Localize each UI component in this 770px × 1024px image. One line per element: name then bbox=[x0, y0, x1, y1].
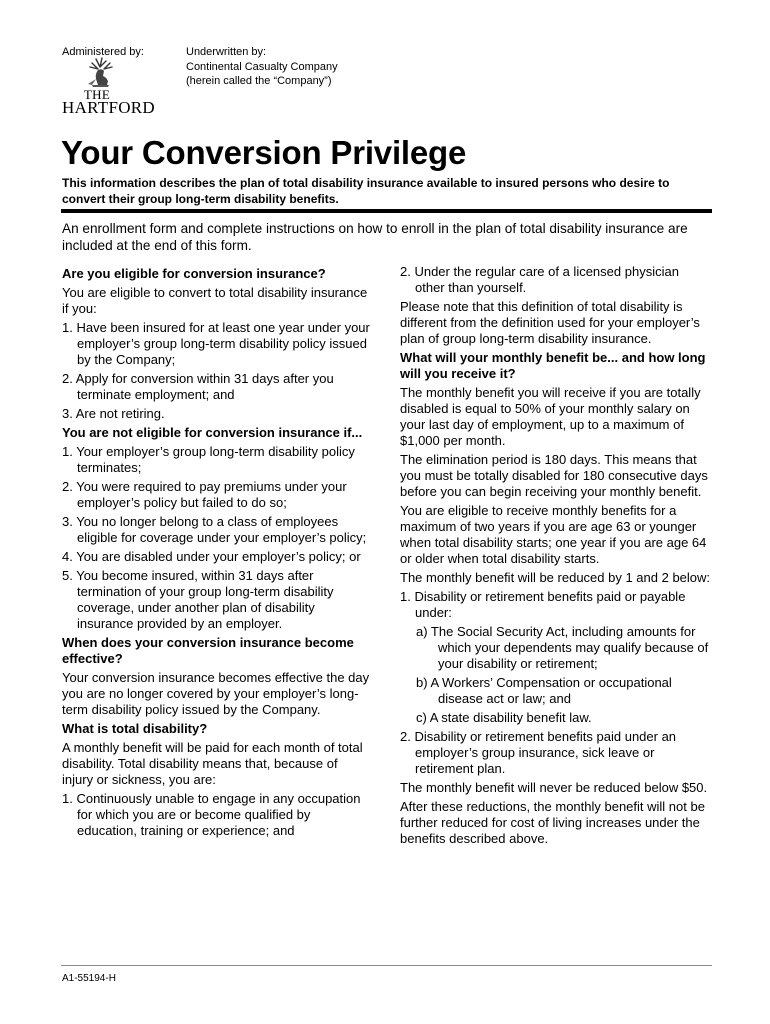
minimum-benefit-paragraph: The monthly benefit will never be reduced below $50. bbox=[400, 780, 708, 795]
disability-item: 1. Continuously unable to engage in any occupation for which you are or become qualified by education, training or experience; and bbox=[62, 791, 361, 838]
not-eligible-item: 4. You are disabled under your employer’s policy; or bbox=[62, 549, 361, 564]
disability-item: 2. Under the regular care of a licensed physician other than yourself. bbox=[400, 264, 679, 295]
not-eligible-item: 5. You become insured, within 31 days after termination of your group long-term disability coverage, under another plan of disability insurance provided by an employer. bbox=[62, 568, 334, 631]
reduction-subitem: c) A state disability benefit law. bbox=[416, 710, 592, 725]
definition-note: Please note that this definition of total disability is different from the definition used for your employer’s plan of group long-term disability insurance. bbox=[400, 299, 700, 346]
logo-the: THE bbox=[83, 87, 111, 102]
eligible-item: 2. Apply for conversion within 31 days after you terminate employment; and bbox=[62, 371, 334, 402]
reduction-intro: The monthly benefit will be reduced by 1 and 2 below: bbox=[400, 570, 711, 585]
underwriter-note: (herein called the “Company”) bbox=[186, 75, 332, 87]
page-title: Your Conversion Privilege bbox=[61, 134, 467, 171]
eligibility-heading: Are you eligible for conversion insurance? bbox=[62, 266, 326, 281]
not-eligible-item: 2. You were required to pay premiums under your employer’s policy but failed to do so; bbox=[62, 479, 347, 510]
underwriter-block bbox=[186, 45, 338, 89]
eligibility-intro: You are eligible to convert to total disability insurance if you: bbox=[62, 285, 368, 316]
footer-divider bbox=[61, 965, 712, 966]
benefit-amount-paragraph: The monthly benefit you will receive if you are totally disabled is equal to 50% of your monthly salary on your last day of employment, up to a maximum of $1,000 per month. bbox=[400, 385, 701, 448]
right-column bbox=[400, 264, 712, 850]
underwriter-company: Continental Casualty Company bbox=[186, 60, 338, 73]
reduction-subitem: b) A Workers’ Compensation or occupational disease act or law; and bbox=[416, 675, 672, 706]
not-eligible-item: 3. You no longer belong to a class of employees eligible for coverage under your employer’s policy; bbox=[62, 514, 367, 545]
underwritten-by-label: Underwritten by: bbox=[186, 46, 267, 58]
administered-by-label: Administered by: bbox=[62, 46, 144, 58]
effective-heading: When does your conversion insurance become effective? bbox=[62, 635, 354, 666]
logo-name: HARTFORD bbox=[62, 98, 156, 117]
monthly-benefit-heading: What will your monthly benefit be... and how long will you receive it? bbox=[400, 350, 706, 381]
intro-paragraph: An enrollment form and complete instructions on how to enroll in the plan of total disability insurance are included at the end of this form. bbox=[62, 221, 688, 253]
benefit-duration-paragraph: You are eligible to receive monthly benefits for a maximum of two years if you are age 63 or younger when total disability starts; one year if you are age 64 or older when total disability starts. bbox=[400, 503, 707, 566]
effective-paragraph: Your conversion insurance becomes effective the day you are no longer covered by your employer’s long-term disability policy issued by the Company. bbox=[62, 670, 370, 717]
eligible-item: 1. Have been insured for at least one year under your employer’s group long-term disability policy issued by the Company; bbox=[62, 320, 370, 367]
form-code: A1-55194-H bbox=[62, 973, 116, 984]
reduction-item: 1. Disability or retirement benefits paid or payable under: bbox=[400, 589, 686, 620]
total-disability-heading: What is total disability? bbox=[62, 721, 208, 736]
total-disability-paragraph: A monthly benefit will be paid for each month of total disability. Total disability means that, because of injury or sickness, you are: bbox=[62, 740, 363, 787]
cost-of-living-paragraph: After these reductions, the monthly benefit will not be further reduced for cost of living increases under the benefits described above. bbox=[400, 799, 705, 846]
elimination-period-paragraph: The elimination period is 180 days. This means that you must be totally disabled for 180 consecutive days before you can begin receiving your monthly benefit. bbox=[400, 452, 708, 499]
reduction-subitem: a) The Social Security Act, including amounts for which your dependents may qualify because of your disability or retirement; bbox=[416, 624, 709, 671]
reduction-item: 2. Disability or retirement benefits paid under an employer’s group insurance, sick leave or retirement plan. bbox=[400, 729, 677, 776]
title-divider bbox=[61, 209, 712, 213]
eligible-item: 3. Are not retiring. bbox=[62, 406, 165, 421]
not-eligible-item: 1. Your employer’s group long-term disability policy terminates; bbox=[62, 444, 355, 475]
left-column bbox=[62, 266, 370, 842]
hartford-logo-text bbox=[62, 87, 156, 117]
not-eligible-heading: You are not eligible for conversion insurance if... bbox=[62, 425, 363, 440]
page-subtitle: This information describes the plan of total disability insurance available to insured persons who desire to convert their group long-term disability benefits. bbox=[62, 176, 670, 206]
